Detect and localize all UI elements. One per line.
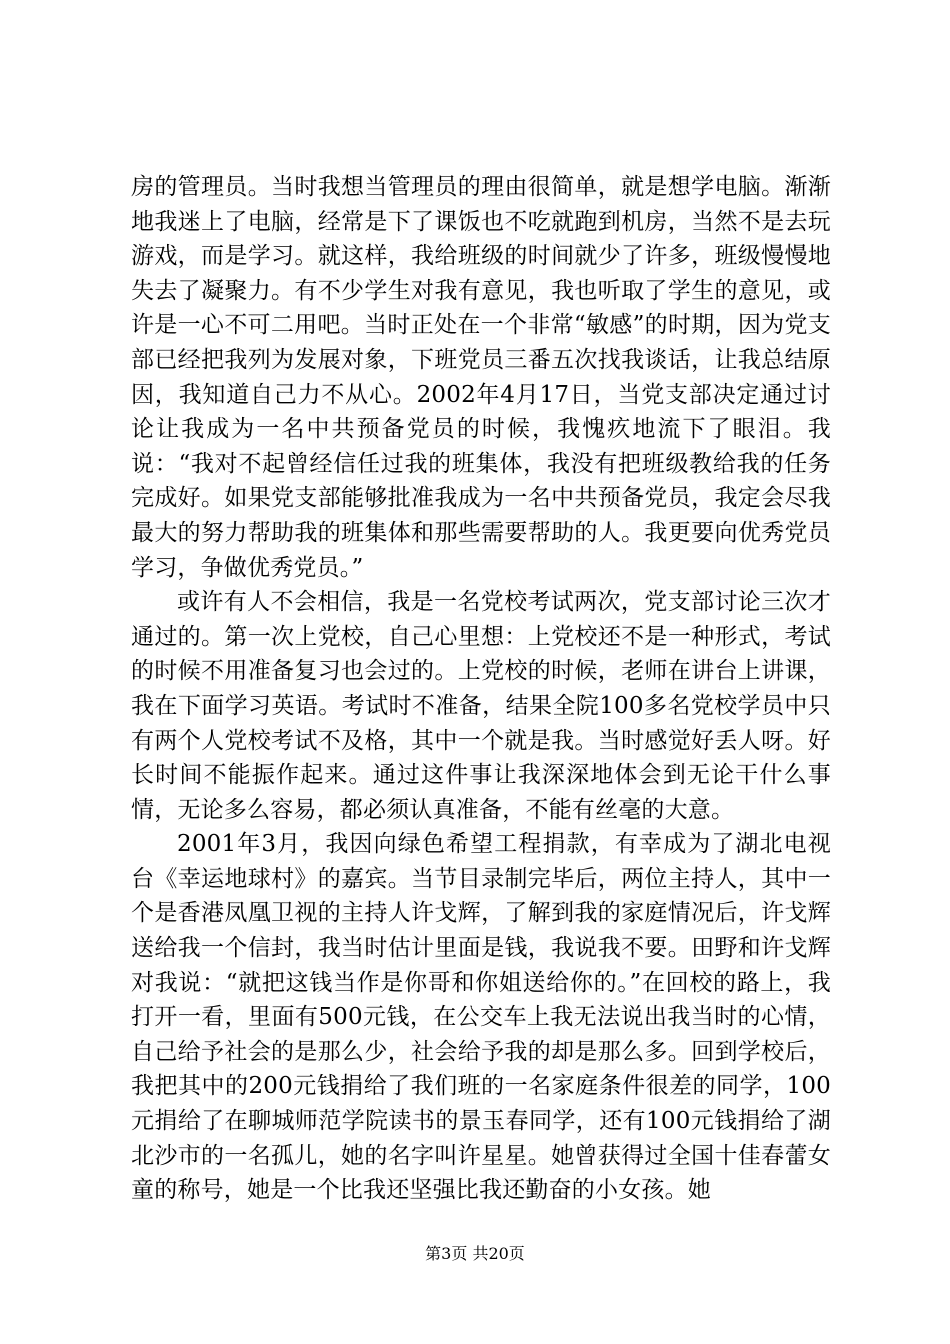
page-number-footer: 第3页 共20页 (425, 1244, 525, 1263)
paragraph-2: 或许有人不会相信，我是一名党校考试两次，党支部讨论三次才通过的。第一次上党校，自己心里想：上党校还不是一种形式，考试的时候不用准备复习也会过的。上党校的时候，老师在讲台上讲课，我在下面学习英语。考试时不准备，结果全院100多名党校学员中只有两个人党校考试不及格，其中一个就是我。当时感觉好丢人呀。好长时间不能振作起来。通过这件事让我深深地体会到无论干什么事情，无论多么容易，都必须认真准备，不能有丝毫的大意。 (131, 589, 831, 823)
paragraph-3: 2001年3月，我因向绿色希望工程捐款，有幸成为了湖北电视台《幸运地球村》的嘉宾。当节目录制完毕后，两位主持人，其中一个是香港凤凰卫视的主持人许戈辉，了解到我的家庭情况后，许戈辉送给我一个信封，我当时估计里面是钱，我说我不要。田野和许戈辉对我说：“就把这钱当作是你哥和你姐送给你的。”在回校的路上，我打开一看，里面有500元钱，在公交车上我无法说出我当时的心情，自己给予社会的是那么少，社会给予我的却是那么多。回到学校后，我把其中的200元钱捐给了我们班的一名家庭条件很差的同学，100元捐给了在聊城师范学院读书的景玉春同学，还有100元钱捐给了湖北沙市的一名孤儿，她的名字叫许星星。她曾获得过全国十佳春蕾女童的称号，她是一个比我还坚强比我还勤奋的小女孩。她 (131, 831, 831, 1204)
paragraph-1: 房的管理员。当时我想当管理员的理由很简单，就是想学电脑。渐渐地我迷上了电脑，经常是下了课饭也不吃就跑到机房，当然不是去玩游戏，而是学习。就这样，我给班级的时间就少了许多，班级慢慢地失去了凝聚力。有不少学生对我有意见，我也听取了学生的意见，或许是一心不可二用吧。当时正处在一个非常“敏感”的时期，因为党支部已经把我列为发展对象，下班党员三番五次找我谈话，让我总结原因，我知道自己力不从心。2002年4月17日，当党支部决定通过讨论让我成为一名中共预备党员的时候，我愧疚地流下了眼泪。我说：“我对不起曾经信任过我的班集体，我没有把班级教给我的任务完成好。如果党支部能够批准我成为一名中共预备党员，我定会尽我最大的努力帮助我的班集体和那些需要帮助的人。我更要向优秀党员学习，争做优秀党员。” (131, 174, 831, 581)
document-body (131, 170, 831, 1208)
